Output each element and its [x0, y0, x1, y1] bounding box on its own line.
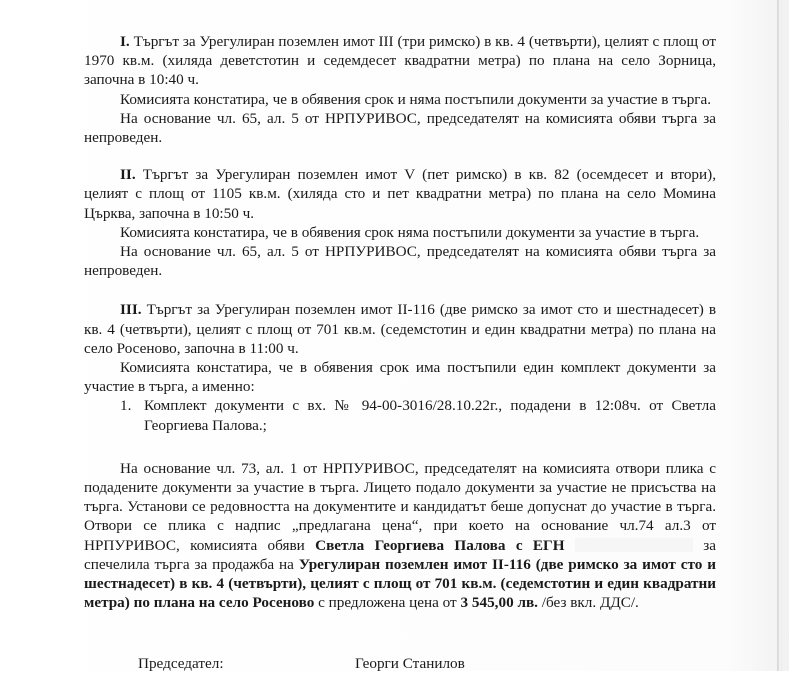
property-description: Урегулиран поземлен имот II-116 (две римско за имот сто и шестнадесет) в кв. 4 (четвърти), целият с площ от 701 кв.м. (седемстотин и един квадратни метра) по плана на село Росеново — [84, 555, 716, 612]
section-2-paragraph — [84, 165, 716, 223]
section-2-text: Търгът за Урегулиран поземлен имот V (пет римско) в кв. 82 (осемдесет и втори), целият с площ от 1105 кв.м. (хиляда сто и пет квадратни метра) по плана на село Момина Църква, започна в 10:50 ч. — [84, 166, 716, 222]
decision-text: На основание чл. 73, ал. 1 от НРПУРИВОС, председателят на комисията отвори плика с подадените документи за участие в търга. Лицето подало документи за участие не присъства на търга. Установи се редовността на документите и кандидатът беше допуснат до участие в търга. Отвори се плика с надпис „предлагана цена“, при което на основание чл.74 ал.3 от НРПУРИВОС, комисията обяви — [84, 459, 716, 554]
price-suffix: /без вкл. ДДС/. — [537, 594, 639, 612]
section-2-decision: На основание чл. 65, ал. 5 от НРПУРИВОС, председателят на комисията обяви търга за непроведен. — [84, 243, 716, 280]
documents-list — [84, 396, 716, 434]
section-1-heading: I. — [120, 33, 130, 50]
signature-label: Председател: — [138, 655, 224, 672]
signature-block — [0, 655, 789, 675]
page-edge — [777, 0, 779, 671]
list-item — [120, 396, 716, 434]
offer-price: 3 545,00 лв. — [460, 594, 538, 612]
list-item-text: Комплект документи с вх. № 94-00-3016/28.10.22г., подадени в 12:08ч. от Светла Георгиева Палова.; — [144, 397, 716, 434]
section-1-paragraph — [84, 32, 716, 90]
redacted-egn — [575, 538, 693, 552]
section-3-text: Търгът за Урегулиран поземлен имот II-116 (две римско за имот сто и шестнадесет) в кв. 4 (четвърти), целият с площ от 701 кв.м. (седемстотин и един квадратни метра) по плана на село Росеново, започна в 11:00 ч. — [84, 301, 716, 357]
section-3-decision — [84, 459, 716, 613]
decision-after-redaction: за спечелила търга за продажба на — [84, 536, 717, 573]
winner-name: Светла Георгиева Палова с ЕГН — [315, 536, 565, 554]
section-2-heading: II. — [120, 166, 136, 184]
section-3-finding: Комисията констатира, че в обявения срок има постъпили един комплект документи за участие в търга, а именно: — [84, 359, 716, 396]
section-2-finding: Комисията констатира, че в обявения срок няма постъпили документи за участие в търга. — [120, 223, 700, 241]
section-1-finding: Комисията констатира, че в обявения срок и няма постъпили документи за участие в търга. — [120, 90, 712, 108]
offer-text: с предложена цена от — [314, 594, 461, 612]
section-1-text: Търгът за Урегулиран поземлен имот III (три римско) в кв. 4 (четвърти), целият с площ от 1970 кв.м. (хиляда деветстотин и седемдесет квадратни метра) по плана на село Зорница, започна в 10:40 ч. — [84, 33, 716, 89]
document-body — [84, 32, 716, 612]
page-edge-shadow — [781, 0, 782, 671]
section-3-paragraph — [84, 300, 716, 358]
signature-name: Георги Станилов — [355, 655, 465, 672]
list-item-number: 1. — [120, 397, 132, 415]
section-3-heading: III. — [120, 301, 142, 319]
section-1-decision: На основание чл. 65, ал. 5 от НРПУРИВОС, председателят на комисията обяви търга за непроведен. — [84, 109, 716, 147]
